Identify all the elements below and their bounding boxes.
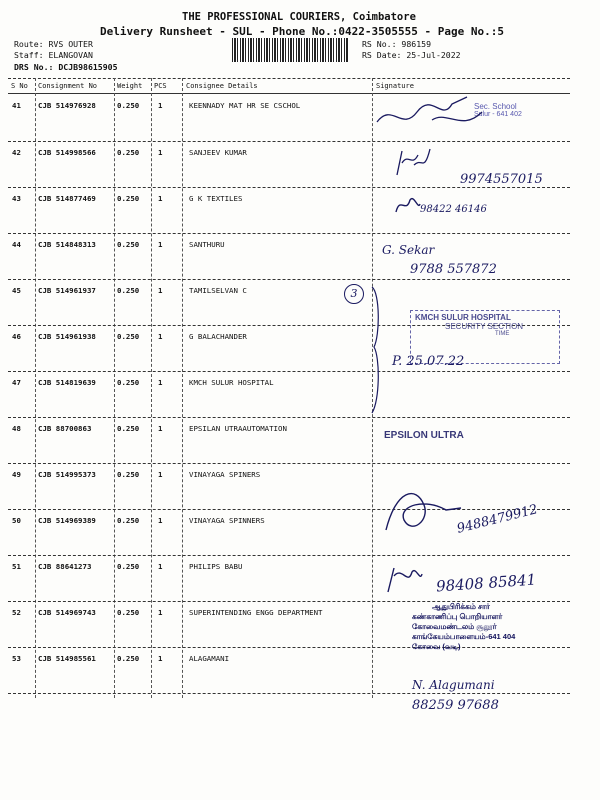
phone-51: 98408 85841 bbox=[435, 570, 537, 596]
col-divider bbox=[114, 78, 115, 698]
row-consignment: CJB 514995373 bbox=[38, 470, 96, 479]
row-consignee: G BALACHANDER bbox=[189, 332, 247, 341]
col-header-signature: Signature bbox=[376, 82, 414, 90]
phone-50: 9488479912 bbox=[455, 502, 540, 537]
col-divider bbox=[182, 78, 183, 698]
col-header-sno: S No bbox=[11, 82, 28, 90]
row-consignee: KMCH SULUR HOSPITAL bbox=[189, 378, 274, 387]
row-pcs: 1 bbox=[158, 424, 163, 433]
row-sno: 47 bbox=[12, 378, 21, 387]
epsilon-stamp: EPSILON ULTRA bbox=[384, 430, 464, 441]
row-weight: 0.250 bbox=[117, 424, 140, 433]
row-consignment: CJB 514961938 bbox=[38, 332, 96, 341]
col-divider bbox=[151, 78, 152, 698]
row-sno: 49 bbox=[12, 470, 21, 479]
row-sno: 42 bbox=[12, 148, 21, 157]
row-pcs: 1 bbox=[158, 378, 163, 387]
row-consignee: TAMILSELVAN C bbox=[189, 286, 247, 295]
row-consignee: SUPERINTENDING ENGG DEPARTMENT bbox=[189, 608, 323, 617]
row-rule bbox=[8, 509, 570, 510]
row-consignment: CJB 514969743 bbox=[38, 608, 96, 617]
row-consignment: CJB 514819639 bbox=[38, 378, 96, 387]
drs-number: DRS No.: DCJB98615905 bbox=[14, 62, 118, 72]
phone-42: 9974557015 bbox=[460, 172, 543, 187]
row-weight: 0.250 bbox=[117, 470, 140, 479]
signature-43 bbox=[392, 192, 422, 218]
row-consignment: CJB 514985561 bbox=[38, 654, 96, 663]
row-pcs: 1 bbox=[158, 148, 163, 157]
row-consignment: CJB 514877469 bbox=[38, 194, 96, 203]
row-weight: 0.250 bbox=[117, 608, 140, 617]
row-sno: 53 bbox=[12, 654, 21, 663]
row-consignment: CJB 514976928 bbox=[38, 101, 96, 110]
signature-42 bbox=[394, 145, 434, 179]
row-consignee: PHILIPS BABU bbox=[189, 562, 243, 571]
row-weight: 0.250 bbox=[117, 378, 140, 387]
barcode-image bbox=[232, 38, 349, 62]
row-sno: 44 bbox=[12, 240, 21, 249]
row-consignee: G K TEXTILES bbox=[189, 194, 243, 203]
school-stamp-address: Sulur - 641 402 bbox=[474, 111, 522, 118]
row-sno: 41 bbox=[12, 101, 21, 110]
row-consignment: CJB 514848313 bbox=[38, 240, 96, 249]
row-sno: 46 bbox=[12, 332, 21, 341]
phone-44: 9788 557872 bbox=[410, 262, 497, 277]
row-consignee: VINAYAGA SPINERS bbox=[189, 470, 261, 479]
row-weight: 0.250 bbox=[117, 654, 140, 663]
row-pcs: 1 bbox=[158, 654, 163, 663]
row-consignee: ALAGAMANI bbox=[189, 654, 230, 663]
row-consignee: EPSILAN UTRAAUTOMATION bbox=[189, 424, 287, 433]
row-rule bbox=[8, 187, 570, 188]
row-pcs: 1 bbox=[158, 240, 163, 249]
tamil-stamp-line: கோவை (வடி) bbox=[412, 642, 461, 651]
row-consignee: KEENNADY MAT HR SE CSCHOL bbox=[189, 101, 301, 110]
row-rule bbox=[8, 555, 570, 556]
row-consignment: CJB 514961937 bbox=[38, 286, 96, 295]
kmch-stamp-title: KMCH SULUR HOSPITAL bbox=[415, 313, 511, 322]
row-rule bbox=[8, 371, 570, 372]
row-weight: 0.250 bbox=[117, 194, 140, 203]
col-divider bbox=[35, 78, 36, 698]
row-sno: 43 bbox=[12, 194, 21, 203]
row-weight: 0.250 bbox=[117, 332, 140, 341]
row-rule bbox=[8, 233, 570, 234]
route-label: Route: RVS OUTER bbox=[14, 39, 93, 49]
col-header-weight: Weight bbox=[117, 82, 143, 90]
phone-53: 88259 97688 bbox=[412, 698, 499, 713]
rs-date: RS Date: 25-Jul-2022 bbox=[362, 50, 461, 60]
signature-41 bbox=[372, 92, 512, 140]
runsheet-subtitle: Delivery Runsheet - SUL - Phone No.:0422-3505555 - Page No.:5 bbox=[100, 25, 504, 38]
col-header-consignment: Consignment No bbox=[38, 82, 98, 90]
tamil-stamp-line: ஆதுபிரிக்கம் சார் bbox=[432, 602, 490, 611]
row-pcs: 1 bbox=[158, 562, 163, 571]
row-consignment: CJB 514969389 bbox=[38, 516, 96, 525]
row-rule bbox=[8, 141, 570, 142]
row-sno: 52 bbox=[12, 608, 21, 617]
row-consignment: CJB 88641273 bbox=[38, 562, 92, 571]
row-pcs: 1 bbox=[158, 470, 163, 479]
staff-label: Staff: ELANGOVAN bbox=[14, 50, 93, 60]
row-pcs: 1 bbox=[158, 194, 163, 203]
phone-43: 98422 46146 bbox=[420, 204, 487, 215]
row-pcs: 1 bbox=[158, 101, 163, 110]
row-consignee: SANJEEV KUMAR bbox=[189, 148, 247, 157]
circled-number: 3 bbox=[344, 284, 364, 304]
signature-51 bbox=[384, 562, 424, 598]
row-consignee: VINAYAGA SPINNERS bbox=[189, 516, 265, 525]
col-header-consignee: Consignee Details bbox=[186, 82, 258, 90]
signature-44: G. Sekar bbox=[382, 243, 435, 257]
tamil-stamp-line: கண்காணிப்பு பொறியாளர் bbox=[412, 612, 503, 621]
row-sno: 48 bbox=[12, 424, 21, 433]
signature-49-50 bbox=[376, 480, 466, 540]
stamp-date-handwritten: P. 25.07.22 bbox=[392, 354, 465, 369]
kmch-stamp-section: SECURITY SECTION bbox=[445, 322, 524, 331]
row-sno: 45 bbox=[12, 286, 21, 295]
row-weight: 0.250 bbox=[117, 562, 140, 571]
row-sno: 50 bbox=[12, 516, 21, 525]
row-consignment: CJB 514998566 bbox=[38, 148, 96, 157]
row-pcs: 1 bbox=[158, 516, 163, 525]
row-pcs: 1 bbox=[158, 608, 163, 617]
table-top-rule bbox=[8, 78, 570, 79]
tamil-department-stamp bbox=[412, 602, 515, 652]
row-weight: 0.250 bbox=[117, 101, 140, 110]
row-sno: 51 bbox=[12, 562, 21, 571]
signature-53: N. Alagumani bbox=[412, 678, 495, 692]
row-pcs: 1 bbox=[158, 286, 163, 295]
row-weight: 0.250 bbox=[117, 516, 140, 525]
col-header-pcs: PCS bbox=[154, 82, 167, 90]
kmch-stamp-time: TIME bbox=[495, 331, 510, 337]
tamil-stamp-line: கோவைமண்டலம் சூலூர் bbox=[412, 622, 497, 631]
company-title: THE PROFESSIONAL COURIERS, Coimbatore bbox=[182, 11, 416, 23]
bracket-mark bbox=[368, 285, 384, 415]
row-consignment: CJB 88700863 bbox=[38, 424, 92, 433]
row-weight: 0.250 bbox=[117, 148, 140, 157]
row-pcs: 1 bbox=[158, 332, 163, 341]
tamil-stamp-line: காங்கேயம்பாளையம்-641 404 bbox=[412, 632, 516, 641]
row-rule bbox=[8, 463, 570, 464]
row-rule bbox=[8, 693, 570, 694]
row-rule bbox=[8, 417, 570, 418]
row-weight: 0.250 bbox=[117, 240, 140, 249]
rs-number: RS No.: 986159 bbox=[362, 39, 432, 49]
school-stamp-name: Sec. School bbox=[474, 102, 517, 111]
row-consignee: SANTHURU bbox=[189, 240, 225, 249]
row-weight: 0.250 bbox=[117, 286, 140, 295]
row-rule bbox=[8, 279, 570, 280]
